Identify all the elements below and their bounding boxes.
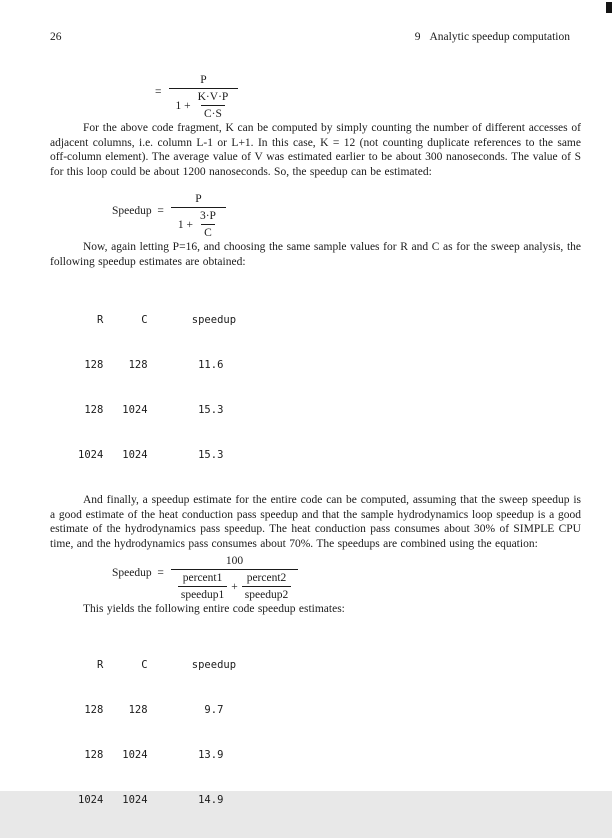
section-number: 9 [414, 31, 421, 43]
equation-loop-speedup [112, 192, 581, 240]
table-row: 1024 1024 14.9 [78, 793, 224, 806]
equation-lhs: = [155, 86, 162, 98]
fraction-denominator [169, 88, 239, 121]
table-row: 128 128 11.6 [78, 359, 224, 371]
equation-lhs: Speedup = [112, 567, 164, 579]
fraction-numerator: 100 [225, 555, 244, 567]
table-row: 128 128 9.7 [78, 703, 224, 716]
inner-denominator-text: C·S [204, 108, 222, 120]
table-header-row: R C speedup [78, 658, 237, 671]
fraction [171, 192, 226, 240]
scan-artifact-mark [606, 2, 612, 13]
inner-numerator: 3·P [199, 210, 216, 222]
table-row: 1024 1024 15.3 [78, 449, 224, 461]
term1-denominator [178, 586, 227, 602]
term2-fraction [242, 571, 291, 602]
inner-numerator: K·V·P [197, 91, 229, 103]
section-title: Analytic speedup computation [429, 31, 570, 43]
inner-fraction [195, 90, 232, 121]
equation-speedup-general [155, 73, 581, 121]
denominator-prefix: 1 + [175, 99, 191, 112]
fraction-numerator: P [200, 74, 207, 86]
inner-denominator [201, 105, 225, 121]
inner-denominator [201, 224, 215, 240]
paragraph-code-fragment: For the above code fragment, K can be computed by simply counting the number of different accesses of adjacent columns, i.e. column L-1 or L+1. In this case, K = 12 (not counting duplicate references to the same off-column element). The average value of V was estimated earlier to be about 300 nanoseconds. The value of S for this loop could be about 1200 nanoseconds. So, the speedup can be estimated: [50, 122, 581, 178]
table-header-row: R C speedup [78, 314, 237, 326]
paragraph-yields: This yields the following entire code speedup estimates: [83, 603, 345, 615]
fraction-denominator [171, 207, 226, 240]
table-row: 128 1024 15.3 [78, 404, 224, 416]
term2-denominator-text: speedup2 [244, 589, 289, 601]
plus-operator: + [231, 580, 238, 593]
term1-denominator-text: speedup1 [180, 589, 225, 601]
term2-denominator [242, 586, 291, 602]
fraction [169, 73, 239, 121]
speedup-estimates-table-entire [78, 628, 581, 838]
speedup-estimates-table-loop [78, 283, 581, 493]
paragraph-sample-values: Now, again letting P=16, and choosing the same sample values for R and C as for the sweep analysis, the following speedup estimates are obtained: [50, 241, 581, 268]
equation-lhs: Speedup = [112, 205, 164, 217]
table-row: 128 1024 13.9 [78, 748, 224, 761]
equation-combined-speedup [112, 554, 581, 602]
paragraph-entire-code: And finally, a speedup estimate for the entire code can be computed, assuming that the sweep speedup is a good estimate of the heat conduction pass speedup and that the sample hydrodynamics loop speedup is a good estimate of the hydrodynamics pass speedup. The heat conduction pass consumes about 30% of SIMPLE CPU time, and the hydrodynamics pass consumes about 70%. The speedups are combined using the equation: [50, 494, 581, 550]
page-header [50, 30, 581, 44]
fraction-numerator: P [195, 193, 202, 205]
running-header [415, 30, 570, 44]
page-number: 26 [50, 31, 62, 43]
term1-numerator: percent1 [182, 572, 223, 584]
inner-denominator-text: C [204, 227, 212, 239]
denominator-prefix: 1 + [177, 218, 193, 231]
term1-fraction [178, 571, 227, 602]
inner-fraction [197, 209, 219, 240]
term2-numerator: percent2 [246, 572, 287, 584]
fraction [171, 554, 298, 602]
fraction-denominator [171, 569, 298, 602]
